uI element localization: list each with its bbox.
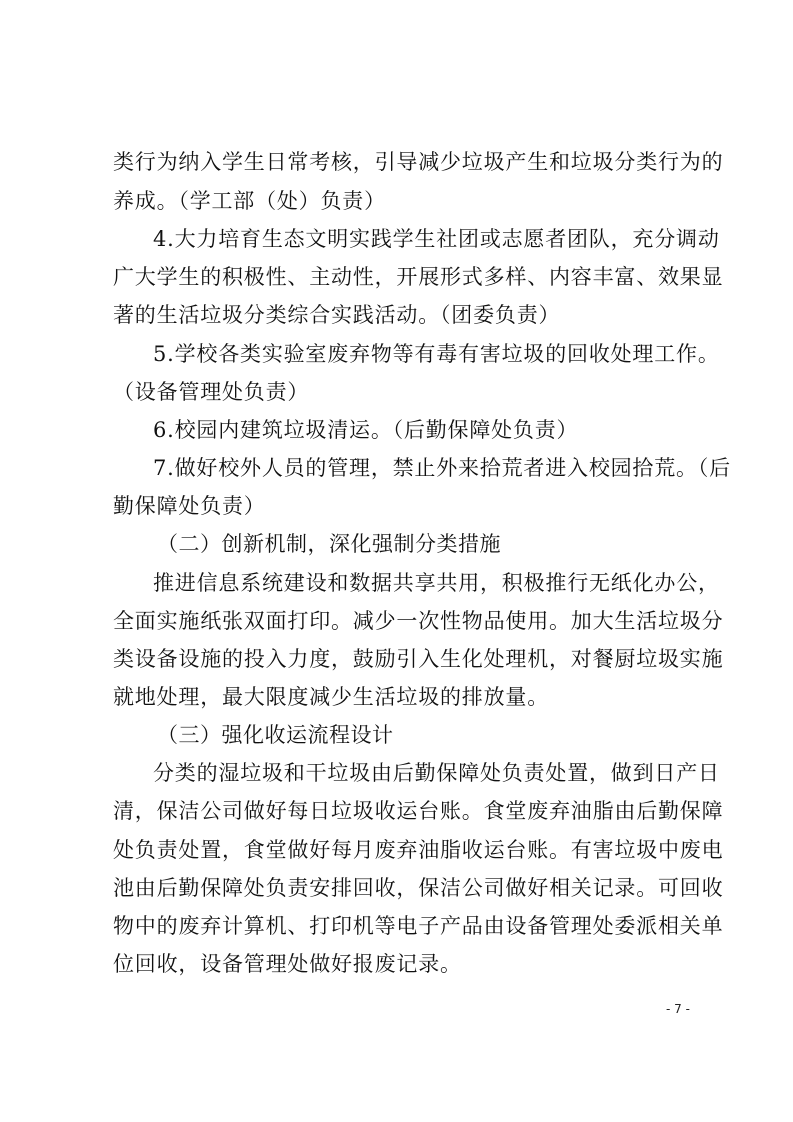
page-number: - 7 - xyxy=(666,1002,690,1016)
text-line: 7.做好校外人员的管理，禁止外来拾荒者进入校园拾荒。（后 xyxy=(153,456,731,480)
text-line: （设备管理处负责） xyxy=(113,380,310,404)
text-line: 勤保障处负责） xyxy=(113,494,266,518)
text-line: 分类的湿垃圾和干垃圾由后勤保障处负责处置，做到日产日 xyxy=(153,761,720,785)
text-line: 清，保洁公司做好每日垃圾收运台账。食堂废弃油脂由后勤保障 xyxy=(113,799,724,823)
text-line: 物中的废弃计算机、打印机等电子产品由设备管理处委派相关单 xyxy=(113,914,724,938)
text-line: 广大学生的积极性、主动性，开展形式多样、内容丰富、效果显 xyxy=(113,265,724,289)
text-line: 著的生活垃圾分类综合实践活动。（团委负责） xyxy=(113,303,561,327)
text-line: 4.大力培育生态文明实践学生社团或志愿者团队，充分调动 xyxy=(153,227,720,251)
text-line: 池由后勤保障处负责安排回收，保洁公司做好相关记录。可回收 xyxy=(113,876,724,900)
text-line: 位回收，设备管理处做好报废记录。 xyxy=(113,952,462,976)
text-line: 养成。（学工部（处）负责） xyxy=(113,189,386,213)
text-line: 类设备设施的投入力度，鼓励引入生化处理机，对餐厨垃圾实施 xyxy=(113,647,724,671)
text-line: 就地处理，最大限度减少生活垃圾的排放量。 xyxy=(113,685,549,709)
text-line: 6.校园内建筑垃圾清运。（后勤保障处负责） xyxy=(153,418,579,442)
text-line: 全面实施纸张双面打印。减少一次性物品使用。加大生活垃圾分 xyxy=(113,609,724,633)
text-line: 处负责处置，食堂做好每月废弃油脂收运台账。有害垃圾中废电 xyxy=(113,838,724,862)
text-line: 类行为纳入学生日常考核，引导减少垃圾产生和垃圾分类行为的 xyxy=(113,150,724,174)
text-line: 5.学校各类实验室废弃物等有毒有害垃圾的回收处理工作。 xyxy=(153,342,720,366)
text-line: 推进信息系统建设和数据共享共用，积极推行无纸化办公， xyxy=(153,571,720,595)
section-heading: （三）强化收运流程设计 xyxy=(157,723,394,747)
section-heading: （二）创新机制，深化强制分类措施 xyxy=(157,532,501,556)
